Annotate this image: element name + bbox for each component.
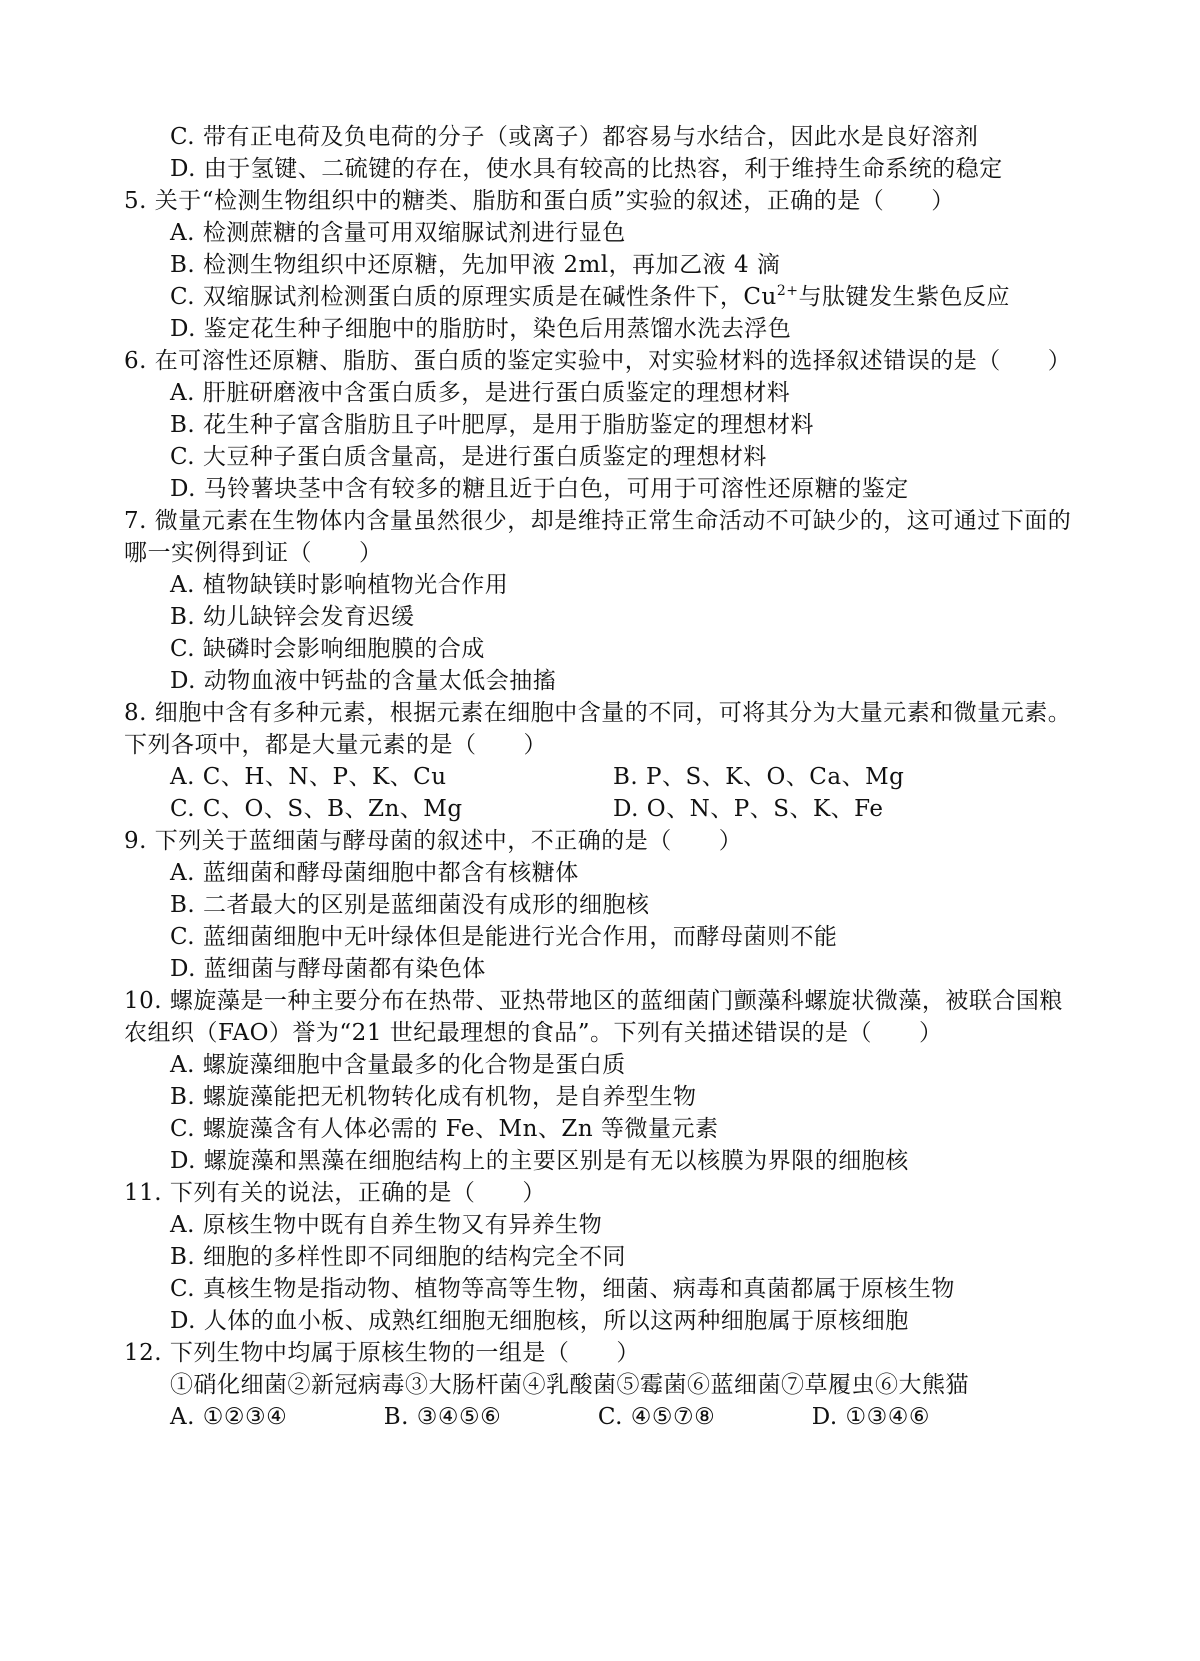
q5-stem: 5. 关于“检测生物组织中的糖类、脂肪和蛋白质”实验的叙述，正确的是（ ）	[124, 188, 955, 214]
q7-option-b: B. 幼儿缺锌会发育迟缓	[170, 604, 415, 630]
q12-options-row	[170, 1401, 930, 1433]
q5-option-c-text: C. 双缩脲试剂检测蛋白质的原理实质是在碱性条件下，Cu	[170, 284, 777, 310]
q5-option-c	[170, 281, 1010, 313]
q6-option-a: A. 肝脏研磨液中含蛋白质多，是进行蛋白质鉴定的理想材料	[170, 380, 791, 406]
q12-option-a: A. ①②③④	[170, 1404, 288, 1430]
q7-option-a: A. 植物缺镁时影响植物光合作用	[170, 572, 509, 598]
q11-stem: 11. 下列有关的说法，正确的是（ ）	[124, 1180, 546, 1206]
q8-stem-line1: 8. 细胞中含有多种元素，根据元素在细胞中含量的不同，可将其分为大量元素和微量元素。	[124, 700, 1072, 726]
q10-option-a: A. 螺旋藻细胞中含量最多的化合物是蛋白质	[170, 1052, 626, 1078]
q5-option-d: D. 鉴定花生种子细胞中的脂肪时，染色后用蒸馏水洗去浮色	[170, 316, 792, 342]
q11-option-d: D. 人体的血小板、成熟红细胞无细胞核，所以这两种细胞属于原核细胞	[170, 1308, 909, 1334]
q6-option-b: B. 花生种子富含脂肪且子叶肥厚，是用于脂肪鉴定的理想材料	[170, 412, 815, 438]
q9-option-a: A. 蓝细菌和酵母菌细胞中都含有核糖体	[170, 860, 579, 886]
q8-option-d: D. O、N、P、S、K、Fe	[613, 796, 884, 822]
q12-stem: 12. 下列生物中均属于原核生物的一组是（ ）	[124, 1340, 640, 1366]
q10-option-c: C. 螺旋藻含有人体必需的 Fe、Mn、Zn 等微量元素	[170, 1116, 719, 1142]
q8-stem-line2: 下列各项中，都是大量元素的是（ ）	[124, 732, 547, 758]
q9-stem: 9. 下列关于蓝细菌与酵母菌的叙述中，不正确的是（ ）	[124, 828, 743, 854]
q8-option-c: C. C、O、S、B、Zn、Mg	[170, 796, 463, 822]
q4-option-c: C. 带有正电荷及负电荷的分子（或离子）都容易与水结合，因此水是良好溶剂	[170, 124, 979, 150]
q8-option-a: A. C、H、N、P、K、Cu	[170, 764, 447, 790]
q7-option-d: D. 动物血液中钙盐的含量太低会抽搐	[170, 668, 557, 694]
q10-option-d: D. 螺旋藻和黑藻在细胞结构上的主要区别是有无以核膜为界限的细胞核	[170, 1148, 909, 1174]
q12-option-c: C. ④⑤⑦⑧	[597, 1404, 716, 1430]
q9-option-b: B. 二者最大的区别是蓝细菌没有成形的细胞核	[170, 892, 650, 918]
q5-option-a: A. 检测蔗糖的含量可用双缩脲试剂进行显色	[170, 220, 626, 246]
q9-option-c: C. 蓝细菌细胞中无叶绿体但是能进行光合作用，而酵母菌则不能	[170, 924, 838, 950]
q10-option-b: B. 螺旋藻能把无机物转化成有机物，是自养型生物	[170, 1084, 697, 1110]
q11-option-b: B. 细胞的多样性即不同细胞的结构完全不同	[170, 1244, 627, 1270]
q5-option-b: B. 检测生物组织中还原糖，先加甲液 2ml，再加乙液 4 滴	[170, 252, 781, 278]
q12-option-b: B. ③④⑤⑥	[383, 1404, 502, 1430]
q11-option-c: C. 真核生物是指动物、植物等高等生物，细菌、病毒和真菌都属于原核生物	[170, 1276, 955, 1302]
q6-option-c: C. 大豆种子蛋白质含量高，是进行蛋白质鉴定的理想材料	[170, 444, 767, 470]
q12-organism-list: ①硝化细菌②新冠病毒③大肠杆菌④乳酸菌⑤霉菌⑥蓝细菌⑦草履虫⑥大熊猫	[170, 1372, 969, 1398]
q11-option-a: A. 原核生物中既有自养生物又有异养生物	[170, 1212, 603, 1238]
q12-option-d: D. ①③④⑥	[811, 1404, 930, 1430]
q7-stem-line2: 哪一实例得到证（ ）	[124, 540, 383, 566]
q9-option-d: D. 蓝细菌与酵母菌都有染色体	[170, 956, 486, 982]
q7-option-c: C. 缺磷时会影响细胞膜的合成	[170, 636, 485, 662]
q4-option-d: D. 由于氢键、二硫键的存在，使水具有较高的比热容，利于维持生命系统的稳定	[170, 156, 1003, 182]
q10-stem-line2: 农组织（FAO）誉为“21 世纪最理想的食品”。下列有关描述错误的是（ ）	[124, 1020, 943, 1046]
q6-option-d: D. 马铃薯块茎中含有较多的糖且近于白色，可用于可溶性还原糖的鉴定	[170, 476, 909, 502]
q10-stem-line1: 10. 螺旋藻是一种主要分布在热带、亚热带地区的蓝细菌门颤藻科螺旋状微藻，被联合国粮	[124, 988, 1063, 1014]
q6-stem: 6. 在可溶性还原糖、脂肪、蛋白质的鉴定实验中，对实验材料的选择叙述错误的是（ ）	[124, 348, 1072, 374]
q5-option-c-superscript: 2+	[776, 283, 799, 299]
q8-option-b: B. P、S、K、O、Ca、Mg	[613, 764, 905, 790]
q5-option-c-text-end: 与肽键发生紫色反应	[798, 284, 1010, 310]
q7-stem-line1: 7. 微量元素在生物体内含量虽然很少，却是维持正常生命活动不可缺少的，这可通过下面的	[124, 508, 1072, 534]
